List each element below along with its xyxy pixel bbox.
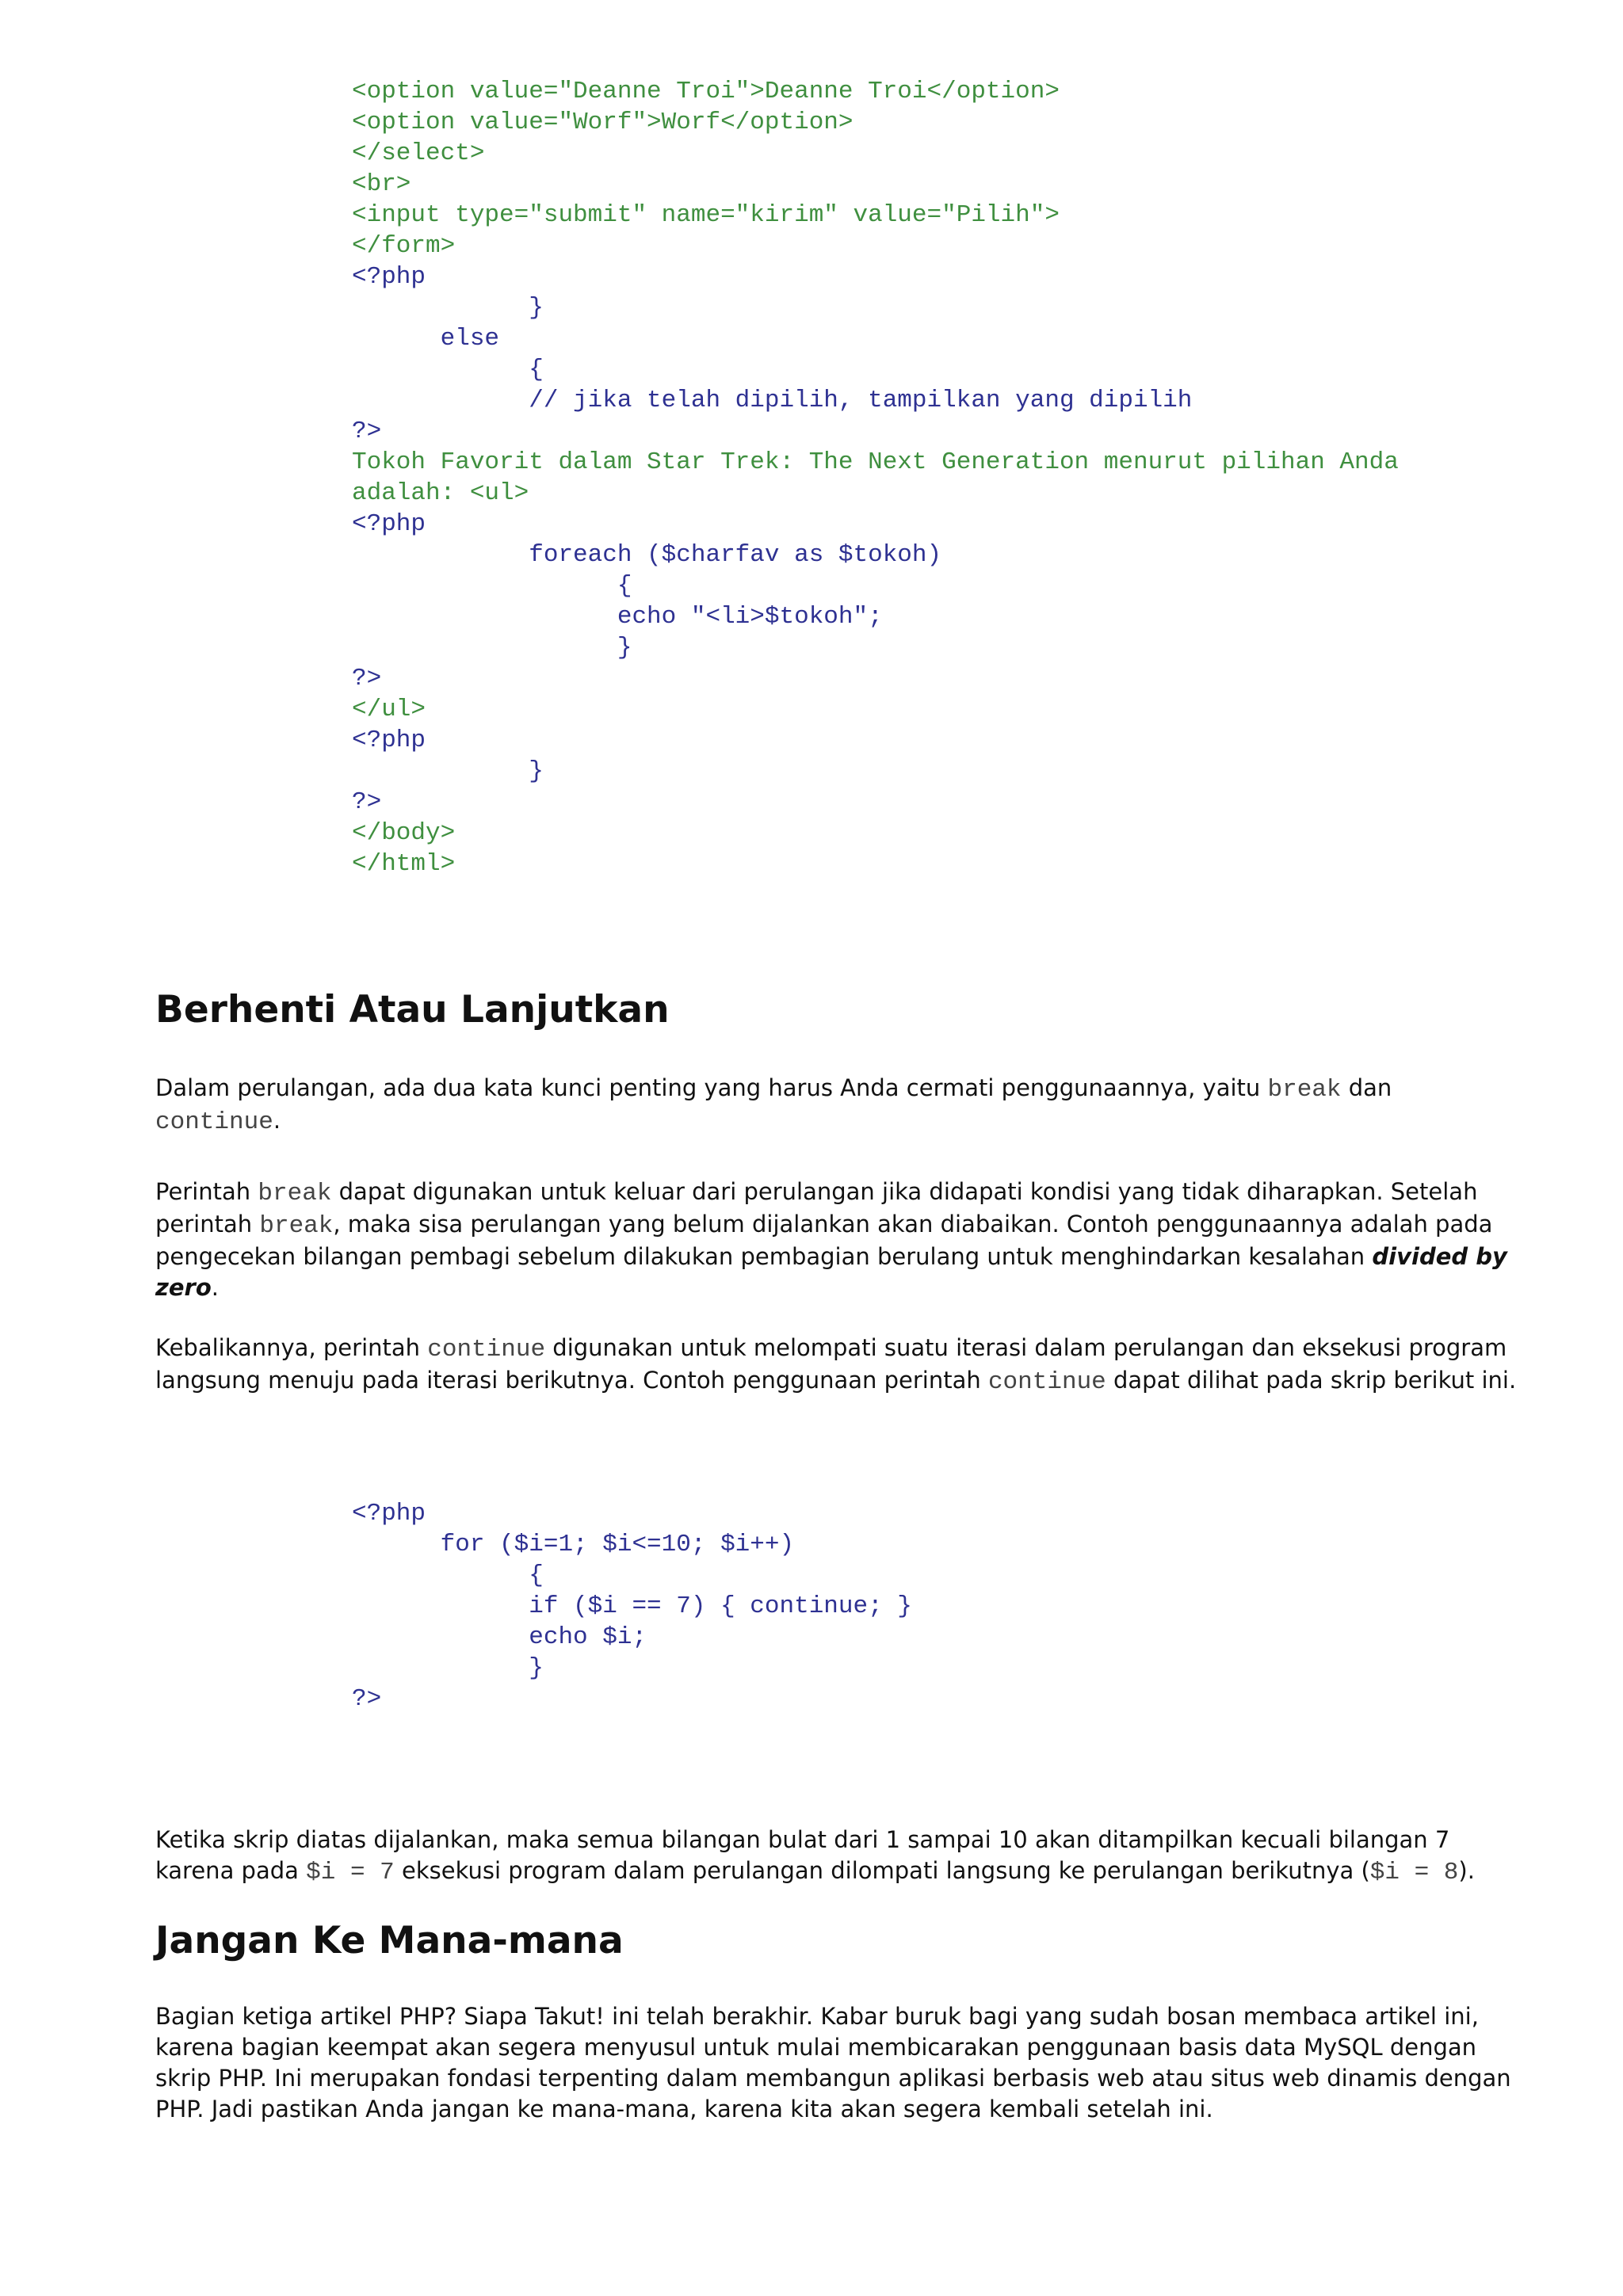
text: Perintah [155,1178,258,1205]
code-line: echo "<li>$tokoh"; [352,603,883,631]
code-line: <input type="submit" name="kirim" value="Pilih"> [352,201,1060,229]
inline-code: $i = 7 [306,1859,395,1886]
paragraph-break [155,1177,1566,1303]
code-block-form [352,76,1399,879]
emphasis: divided by [1372,1243,1507,1270]
text: langsung menuju pada iterasi berikutnya. Contoh penggunaan perintah [155,1367,988,1394]
section-heading-jangan: Jangan Ke Mana-mana [155,1919,624,1962]
code-line: ?> [352,418,382,445]
paragraph-result [155,1825,1566,1888]
text: Kebalikannya, perintah [155,1334,428,1361]
code-line: if ($i == 7) { continue; } [352,1592,912,1620]
text: , maka sisa perulangan yang belum dijalankan akan diabaikan. Contoh penggunaannya adalah pada [333,1211,1493,1238]
paragraph-continue [155,1333,1566,1398]
code-line: <?php [352,263,426,291]
code-line: // jika telah dipilih, tampilkan yang dipilih [352,387,1193,414]
code-line: <br> [352,170,411,198]
inline-code: break [259,1212,334,1240]
text: . [273,1107,281,1134]
code-line: else [352,325,500,353]
text: Dalam perulangan, ada dua kata kunci penting yang harus Anda cermati penggunaannya, yaitu [155,1074,1268,1101]
text-line: skrip PHP. Ini merupakan fondasi terpenting dalam membangun aplikasi berbasis web atau situs web dinamis dengan [155,2065,1511,2092]
inline-code: $i = 8 [1369,1859,1459,1886]
code-line: adalah: <ul> [352,479,529,507]
paragraph-keywords [155,1073,1566,1138]
code-line: ?> [352,788,382,816]
code-line: ?> [352,665,382,692]
text: dapat dilihat pada skrip berikut ini. [1106,1367,1517,1394]
code-block-loop [352,1498,912,1714]
text: pengecekan bilangan pembagi sebelum dilakukan pembagian berulang untuk menghindarkan kesalahan [155,1243,1373,1270]
code-line: } [352,294,544,322]
code-line: ?> [352,1685,382,1713]
code-line: for ($i=1; $i<=10; $i++) [352,1531,795,1558]
text: perintah [155,1211,260,1238]
code-line: <?php [352,510,426,538]
code-line: { [352,1562,544,1589]
text-line: karena bagian keempat akan segera menyusul untuk mulai membicarakan penggunaan basis data MySQL dengan [155,2034,1477,2061]
emphasis: zero [155,1274,212,1301]
code-line: } [352,1654,544,1682]
text-line: PHP. Jadi pastikan Anda jangan ke mana-mana, karena kita akan segera kembali setelah ini. [155,2096,1213,2122]
text: karena pada [155,1857,307,1884]
text: dan [1341,1074,1392,1101]
code-line: Tokoh Favorit dalam Star Trek: The Next Generation menurut pilihan Anda [352,448,1399,476]
code-line: } [352,757,544,785]
text-line: Bagian ketiga artikel PHP? Siapa Takut! ini telah berakhir. Kabar buruk bagi yang sudah bosan membaca artikel ini, [155,2003,1479,2030]
code-line: </body> [352,819,456,847]
code-line: <?php [352,1500,426,1527]
section-heading-berhenti: Berhenti Atau Lanjutkan [155,988,670,1032]
code-line: </html> [352,850,456,878]
inline-code: continue [427,1336,546,1363]
code-line: </form> [352,232,456,260]
code-line: </select> [352,139,485,167]
code-line: echo $i; [352,1623,647,1651]
code-line: { [352,356,544,383]
code-line: <option value="Worf">Worf</option> [352,109,854,136]
text: dapat digunakan untuk keluar dari perulangan jika didapati kondisi yang tidak diharapkan. Setelah [331,1178,1478,1205]
code-line: <option value="Deanne Troi">Deanne Troi</option> [352,78,1060,105]
inline-code: continue [987,1368,1106,1396]
text: digunakan untuk melompati suatu iterasi dalam perulangan dan eksekusi program [545,1334,1507,1361]
text: ). [1458,1857,1475,1884]
text: eksekusi program dalam perulangan dilompati langsung ke perulangan berikutnya ( [394,1857,1370,1884]
inline-code: continue [155,1108,273,1136]
text: Ketika skrip diatas dijalankan, maka semua bilangan bulat dari 1 sampai 10 akan ditampilkan kecuali bilangan 7 [155,1826,1450,1853]
code-line: </ul> [352,696,426,723]
code-line: } [352,634,632,662]
text: . [211,1274,219,1301]
code-line: foreach ($charfav as $tokoh) [352,541,942,569]
code-line: { [352,572,632,600]
inline-code: break [258,1180,332,1207]
code-line: <?php [352,727,426,754]
paragraph-closing [155,2001,1566,2125]
inline-code: break [1267,1076,1342,1104]
